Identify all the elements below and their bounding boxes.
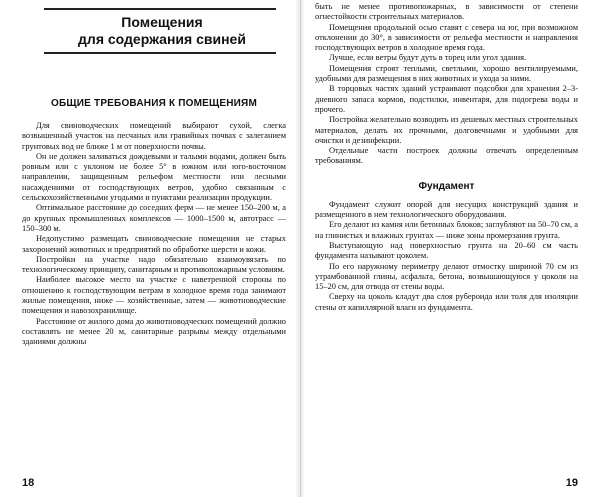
paragraph: Оптимальное расстояние до соседних ферм — не менее 150–200 м, а до крупных промышленных комплексов — 1000–1500 м, автотрасс — 150–300 м. <box>22 203 286 233</box>
page-number: 19 <box>565 477 578 489</box>
paragraph: Постройки на участке надо обязательно взаимоувязать по технологическому принципу, санитарным и противопожарным условиям. <box>22 254 286 275</box>
paragraph: Наиболее высокое место на участке с наветренной стороны по отношению к господствующим ветрам в холодное время года занимают жилые помещения, ниже — хозяйственные, затем — животноводческие помещения и навозохранилище. <box>22 275 286 316</box>
page-number: 18 <box>22 477 35 489</box>
paragraph: Фундамент служит опорой для несущих конструкций здания и размещенного в нем технологического оборудования. <box>315 199 578 220</box>
paragraph: Помещения продольной осью ставят с севера на юг, при возможном отклонении до 30°, в зависимости от рельефа местности и направления господствующих ветров в холодное время года. <box>315 22 578 53</box>
title-rule-bottom <box>44 52 276 54</box>
paragraph: По его наружному периметру делают отмостку шириной 70 см из утрамбованной глины, асфальта, бетона, возвышающуюся у цоколя на 15–20 см, для отвода от стены воды. <box>315 261 578 292</box>
paragraph: Помещения строят теплыми, светлыми, хорошо вентилируемыми, удобными для размещения в них животных и ухода за ними. <box>315 63 578 84</box>
paragraph: Для свиноводческих помещений выбирают сухой, слегка возвышенный участок на песчаных или гравийных почвах с залеганием грунтовых вод не ближе 1 м от поверхности почвы. <box>22 121 286 151</box>
title-rule-top <box>44 8 276 10</box>
chapter-title-line2: для содержания свиней <box>78 31 246 47</box>
chapter-title-line1: Помещения <box>121 14 203 30</box>
right-page <box>300 0 600 497</box>
paragraph: Расстояние от жилого дома до животноводческих помещений должно составлять не менее 20 м, санитарные разрывы между отдельными зданиями должны <box>22 316 286 347</box>
paragraph: В торцовых частях зданий устраивают подсобки для хранения 2–3-дневного запаса кормов, подстилки, инвентаря, для подогрева воды и прочего. <box>315 84 578 114</box>
paragraph: Его делают из камня или бетонных блоков; заглубляют на 50–70 см, а на глинистых и влажных грунтах — ниже зоны промерзания грунта. <box>315 220 578 240</box>
paragraph: Сверху на цоколь кладут два слоя рубероида или толя для изоляции стены от капиллярной влаги из фундамента. <box>315 292 578 312</box>
sub-heading: Фундамент <box>418 180 475 192</box>
paragraph: Выступающую над поверхностью грунта на 20–60 см часть фундамента называют цоколем. <box>315 240 578 261</box>
chapter-title <box>38 14 286 48</box>
paragraph: Лучше, если ветры будут дуть в торец или угол здания. <box>329 53 527 63</box>
paragraph: Отдельные части построек должны отвечать определенным требованиям. <box>315 146 578 166</box>
section-heading: ОБЩИЕ ТРЕБОВАНИЯ К ПОМЕЩЕНИЯМ <box>51 98 257 109</box>
paragraph: быть не менее противопожарных, в зависимости от степени огнестойкости строительных материалов. <box>315 2 578 22</box>
paragraph: Постройка желательно возводить из дешевых местных строительных материалов, делать их прочными, долговечными и удобными для очистки и дезинфекции. <box>315 115 578 145</box>
paragraph: Он не должен заливаться дождевыми и талыми водами, должен быть ровным или с уклоном не более 5° в южном или юго-восточном направлении, защищенным рельефом местности или лесными насаждениями от господствующих ветров, удобно связанным с сельскохозяйственными угодьями и пунктами реализации продукции. <box>22 151 286 203</box>
paragraph: Недопустимо размещать свиноводческие помещения не старых захоронений животных и предприятий по обработке шерсти и кожи. <box>22 234 286 254</box>
